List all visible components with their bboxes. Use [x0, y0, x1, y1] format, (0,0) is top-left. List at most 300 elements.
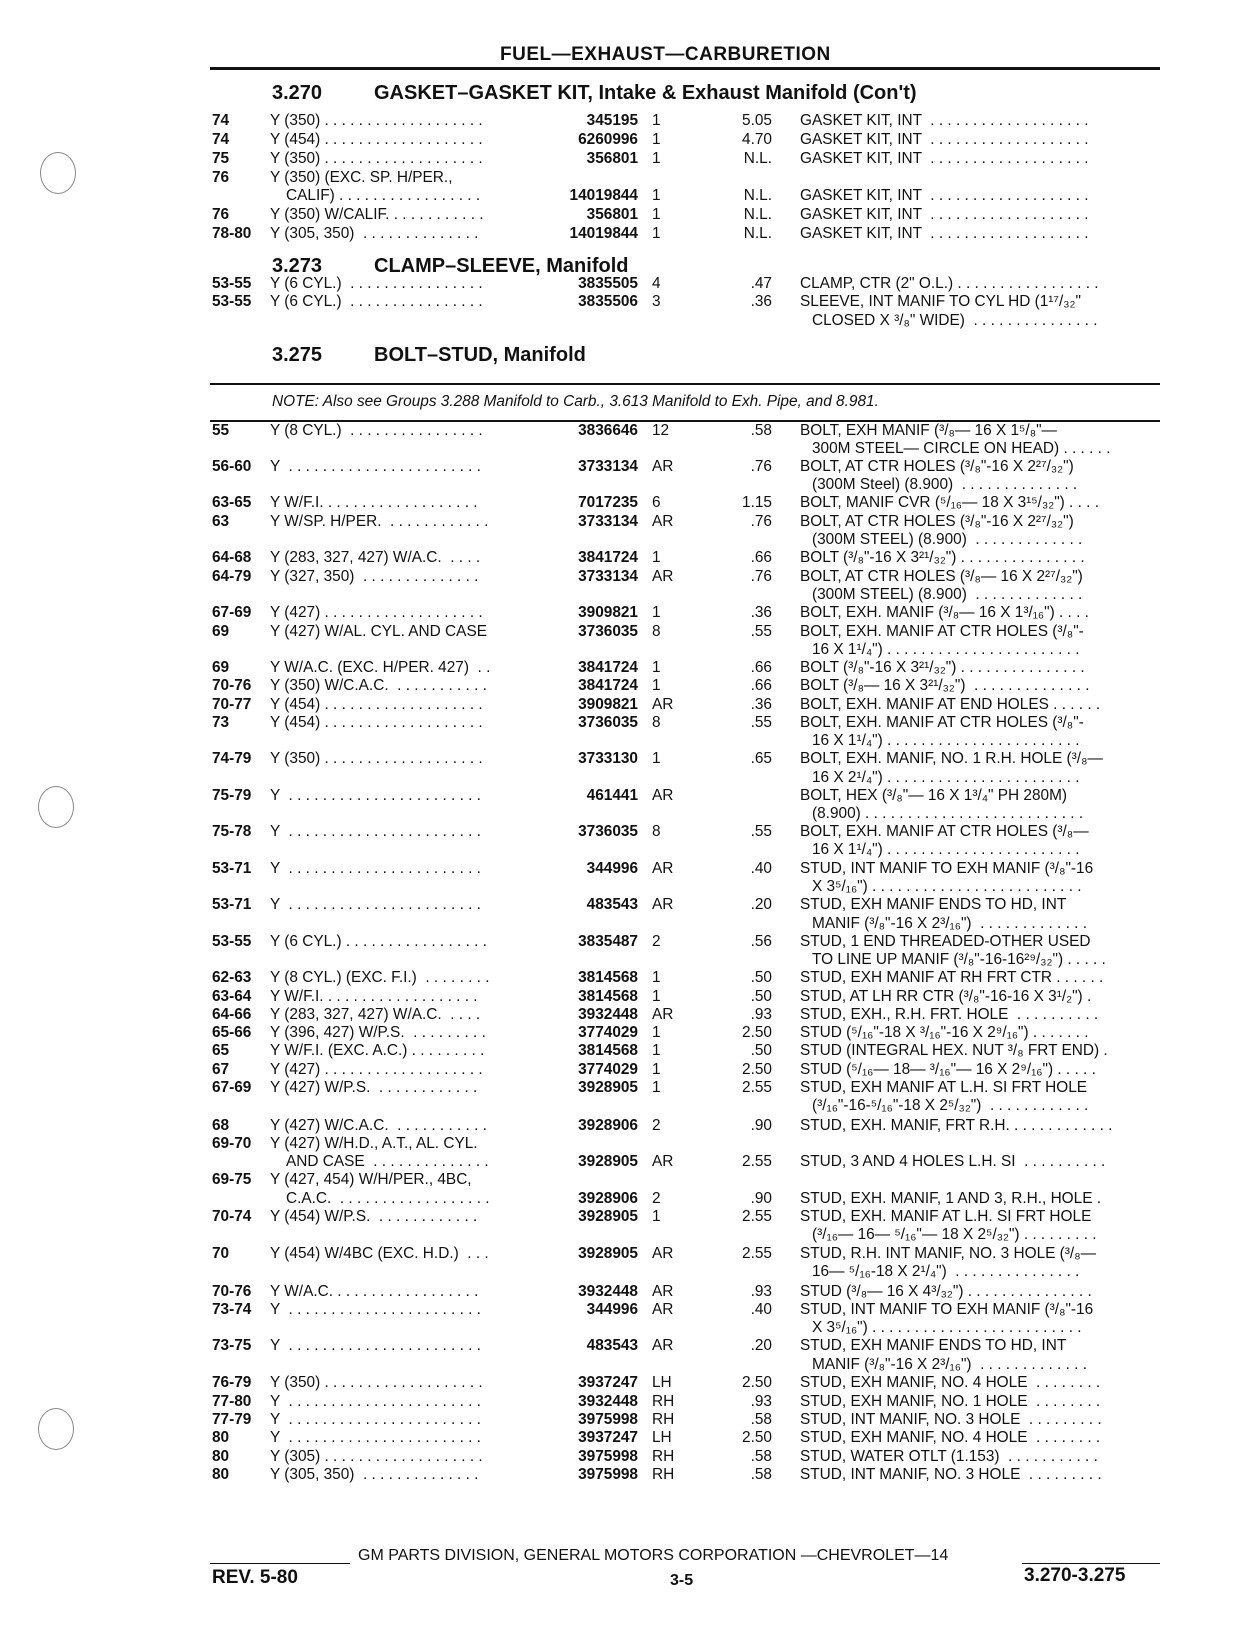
year-cell: 80	[212, 1448, 230, 1465]
quantity-cell: AR	[652, 568, 674, 585]
part-name-cont-cell: X 3⁵/₁₆") . . . . . . . . . . . . . . . . . . . . . . . . .	[812, 878, 1082, 895]
application-cell: Y W/SP. H/PER. . . . . . . . . . . . .	[270, 513, 489, 530]
application-cell: Y (350) . . . . . . . . . . . . . . . . . . .	[270, 150, 483, 167]
part-name-cell: GASKET KIT, INT . . . . . . . . . . . . . . . . . . .	[800, 131, 1089, 148]
part-name-cont-cell: 16 X 1¹/₄") . . . . . . . . . . . . . . . . . . . . . . .	[812, 732, 1080, 749]
quantity-cell: 8	[652, 823, 661, 840]
part-name-cont-cell: (300M STEEL) (8.900) . . . . . . . . . . . . .	[812, 586, 1083, 603]
application-cell: Y (454) W/4BC (EXC. H.D.) . . .	[270, 1245, 489, 1262]
application-cell: Y (427, 454) W/H/PER., 4BC,	[270, 1171, 472, 1188]
year-cell: 73-74	[212, 1301, 252, 1318]
price-cell: .65	[750, 750, 772, 767]
revision-date: REV. 5-80	[212, 1567, 298, 1588]
price-cell: 1.15	[742, 494, 772, 511]
quantity-cell: AR	[652, 1337, 674, 1354]
part-number-cell: 356801	[586, 206, 638, 223]
application-cell: Y (6 CYL.) . . . . . . . . . . . . . . . .	[270, 275, 483, 292]
part-number-cell: 356801	[586, 150, 638, 167]
quantity-cell: AR	[652, 1006, 674, 1023]
price-cell: .93	[750, 1393, 772, 1410]
price-cell: N.L.	[743, 206, 772, 223]
part-name-cell: STUD, EXH MANIF ENDS TO HD, INT	[800, 896, 1067, 913]
quantity-cell: AR	[652, 696, 674, 713]
year-cell: 78-80	[212, 225, 252, 242]
footer-rule-right	[1022, 1563, 1160, 1564]
part-number-cell: 3928905	[578, 1079, 638, 1096]
part-name-cell: STUD, 1 END THREADED-OTHER USED	[800, 933, 1091, 950]
part-name-cell: BOLT, HEX (³/₈"— 16 X 1³/₄" PH 280M)	[800, 787, 1068, 804]
part-name-cont-cell: (300M STEEL) (8.900) . . . . . . . . . . . . .	[812, 531, 1083, 548]
part-name-cell: SLEEVE, INT MANIF TO CYL HD (1¹⁷/₃₂"	[800, 293, 1081, 310]
section-number: 3.270	[272, 82, 323, 104]
binder-hole-top	[40, 152, 76, 194]
part-name-cell: GASKET KIT, INT . . . . . . . . . . . . . . . . . . .	[800, 150, 1089, 167]
quantity-cell: 8	[652, 623, 661, 640]
quantity-cell: 1	[652, 1208, 661, 1225]
part-name-cell: BOLT (³/₈— 16 X 3²¹/₃₂") . . . . . . . . . . . . . .	[800, 677, 1090, 694]
part-name-cell: BOLT, EXH. MANIF AT CTR HOLES (³/₈"-	[800, 714, 1084, 731]
year-cell: 55	[212, 422, 230, 439]
application-cell: Y W/F.I. (EXC. A.C.) . . . . . . . . .	[270, 1042, 485, 1059]
part-number-cell: 3835487	[578, 933, 638, 950]
application-cell: Y (305) . . . . . . . . . . . . . . . . . . .	[270, 1448, 483, 1465]
part-name-cell: STUD (INTEGRAL HEX. NUT ³/₈ FRT END) .	[800, 1042, 1108, 1059]
application-cell: Y (396, 427) W/P.S. . . . . . . . . .	[270, 1024, 486, 1041]
application-cell: Y (350) . . . . . . . . . . . . . . . . . . .	[270, 112, 483, 129]
quantity-cell: AR	[652, 458, 674, 475]
price-cell: .50	[750, 969, 772, 986]
section-title: GASKET–GASKET KIT, Intake & Exhaust Manifold (Con't)	[374, 82, 917, 104]
year-cell: 74	[212, 112, 230, 129]
part-number-cell: 3836646	[578, 422, 638, 439]
application-cell: Y . . . . . . . . . . . . . . . . . . . . . . .	[270, 458, 481, 475]
section-number: 3.275	[272, 344, 323, 366]
price-cell: .36	[750, 293, 772, 310]
application-cell: Y (427) W/AL. CYL. AND CASE	[270, 623, 487, 640]
application-cell: Y (350) W/C.A.C. . . . . . . . . . . .	[270, 677, 487, 694]
price-cell: .58	[750, 1411, 772, 1428]
year-cell: 73	[212, 714, 230, 731]
part-number-cell: 3814568	[578, 988, 638, 1005]
section-title: CLAMP–SLEEVE, Manifold	[374, 255, 629, 277]
application-cell: Y (350) . . . . . . . . . . . . . . . . . . .	[270, 1374, 483, 1391]
part-number-cell: 344996	[586, 1301, 638, 1318]
part-name-cell: BOLT, EXH. MANIF AT CTR HOLES (³/₈—	[800, 823, 1089, 840]
quantity-cell: 1	[652, 1042, 661, 1059]
part-name-cont-cell: 300M STEEL— CIRCLE ON HEAD) . . . . . .	[812, 440, 1111, 457]
price-cell: .50	[750, 988, 772, 1005]
quantity-cell: 8	[652, 714, 661, 731]
application-cell: Y . . . . . . . . . . . . . . . . . . . . . . .	[270, 1393, 481, 1410]
part-number-cell: 345195	[586, 112, 638, 129]
price-cell: .76	[750, 568, 772, 585]
price-cell: 2.50	[742, 1061, 772, 1078]
application-cell: Y (454) . . . . . . . . . . . . . . . . . . .	[270, 696, 483, 713]
binder-hole-bottom	[38, 1408, 74, 1450]
part-number-cell: 3814568	[578, 1042, 638, 1059]
part-number-cell: 3736035	[578, 623, 638, 640]
part-name-cont-cell: (300M Steel) (8.900) . . . . . . . . . . . . . .	[812, 476, 1078, 493]
price-cell: .55	[750, 714, 772, 731]
year-cell: 80	[212, 1429, 230, 1446]
part-number-cell: 3928905	[578, 1245, 638, 1262]
part-number-cell: 3909821	[578, 696, 638, 713]
price-cell: 2.55	[742, 1208, 772, 1225]
quantity-cell: AR	[652, 513, 674, 530]
year-cell: 70-76	[212, 677, 252, 694]
price-cell: 2.50	[742, 1024, 772, 1041]
year-cell: 62-63	[212, 969, 252, 986]
quantity-cell: LH	[652, 1429, 672, 1446]
part-name-cell: BOLT, EXH MANIF (³/₈— 16 X 1⁵/₈"—	[800, 422, 1057, 439]
part-name-cont-cell: (8.900) . . . . . . . . . . . . . . . . . . . . . . . . . .	[812, 805, 1084, 822]
year-cell: 64-79	[212, 568, 252, 585]
quantity-cell: 1	[652, 1061, 661, 1078]
application-cont-cell: C.A.C. . . . . . . . . . . . . . . . . . .	[286, 1190, 490, 1207]
quantity-cell: AR	[652, 1153, 674, 1170]
price-cell: .66	[750, 659, 772, 676]
year-cell: 53-55	[212, 275, 252, 292]
part-number-cell: 483543	[586, 896, 638, 913]
year-cell: 67	[212, 1061, 230, 1078]
quantity-cell: 1	[652, 225, 661, 242]
price-cell: N.L.	[743, 150, 772, 167]
quantity-cell: 1	[652, 969, 661, 986]
year-cell: 63-65	[212, 494, 252, 511]
footer-division: GM PARTS DIVISION, GENERAL MOTORS CORPORATION —CHEVROLET—14	[358, 1547, 949, 1564]
part-name-cell: BOLT, EXH. MANIF AT CTR HOLES (³/₈"-	[800, 623, 1084, 640]
price-cell: .90	[750, 1117, 772, 1134]
application-cell: Y . . . . . . . . . . . . . . . . . . . . . . .	[270, 1337, 481, 1354]
part-name-cell: STUD, EXH MANIF, NO. 4 HOLE . . . . . . . .	[800, 1429, 1101, 1446]
price-cell: .93	[750, 1006, 772, 1023]
group-range: 3.270-3.275	[1024, 1565, 1126, 1586]
quantity-cell: AR	[652, 860, 674, 877]
part-name-cell: GASKET KIT, INT . . . . . . . . . . . . . . . . . . .	[800, 206, 1089, 223]
quantity-cell: 12	[652, 422, 670, 439]
quantity-cell: 2	[652, 1117, 661, 1134]
part-number-cell: 3928906	[578, 1117, 638, 1134]
part-number-cell: 483543	[586, 1337, 638, 1354]
price-cell: .90	[750, 1190, 772, 1207]
part-name-cell: BOLT, EXH. MANIF (³/₈— 16 X 1³/₁₆") . . . .	[800, 604, 1089, 621]
year-cell: 70	[212, 1245, 230, 1262]
part-number-cell: 3841724	[578, 549, 638, 566]
header-rule	[210, 67, 1160, 70]
price-cell: 2.55	[742, 1245, 772, 1262]
quantity-cell: AR	[652, 1301, 674, 1318]
part-name-cell: STUD, EXH MANIF AT RH FRT CTR . . . . . .	[800, 969, 1104, 986]
year-cell: 74-79	[212, 750, 252, 767]
application-cell: Y (427) . . . . . . . . . . . . . . . . . . .	[270, 604, 483, 621]
year-cell: 75-78	[212, 823, 252, 840]
part-number-cell: 3774029	[578, 1061, 638, 1078]
application-cell: Y . . . . . . . . . . . . . . . . . . . . . . .	[270, 787, 481, 804]
application-cell: Y . . . . . . . . . . . . . . . . . . . . . . .	[270, 860, 481, 877]
page-header: FUEL—EXHAUST—CARBURETION	[500, 44, 831, 65]
price-cell: .47	[750, 275, 772, 292]
part-name-cell: GASKET KIT, INT . . . . . . . . . . . . . . . . . . .	[800, 187, 1089, 204]
application-cell: Y (6 CYL.) . . . . . . . . . . . . . . . .	[270, 293, 483, 310]
application-cell: Y (283, 327, 427) W/A.C. . . . .	[270, 549, 481, 566]
year-cell: 73-75	[212, 1337, 252, 1354]
price-cell: .58	[750, 422, 772, 439]
price-cell: .58	[750, 1466, 772, 1483]
quantity-cell: 6	[652, 494, 661, 511]
year-cell: 80	[212, 1466, 230, 1483]
year-cell: 67-69	[212, 604, 252, 621]
part-number-cell: 3928905	[578, 1153, 638, 1170]
part-number-cell: 3928906	[578, 1190, 638, 1207]
year-cell: 64-66	[212, 1006, 252, 1023]
part-name-cell: STUD, INT MANIF TO EXH MANIF (³/₈"-16	[800, 1301, 1094, 1318]
year-cell: 69-70	[212, 1135, 252, 1152]
price-cell: .55	[750, 823, 772, 840]
application-cell: Y . . . . . . . . . . . . . . . . . . . . . . .	[270, 823, 481, 840]
quantity-cell: 1	[652, 549, 661, 566]
part-name-cell: BOLT, AT CTR HOLES (³/₈"-16 X 2²⁷/₃₂")	[800, 458, 1074, 475]
price-cell: 4.70	[742, 131, 772, 148]
section-3270	[272, 82, 917, 105]
year-cell: 63-64	[212, 988, 252, 1005]
quantity-cell: 1	[652, 604, 661, 621]
price-cell: .66	[750, 677, 772, 694]
part-name-cell: GASKET KIT, INT . . . . . . . . . . . . . . . . . . .	[800, 225, 1089, 242]
part-name-cell: STUD, EXH. MANIF, 1 AND 3, R.H., HOLE .	[800, 1190, 1102, 1207]
part-name-cell: BOLT (³/₈"-16 X 3²¹/₃₂") . . . . . . . . . . . . . . .	[800, 549, 1085, 566]
year-cell: 69-75	[212, 1171, 252, 1188]
quantity-cell: AR	[652, 896, 674, 913]
part-number-cell: 3975998	[578, 1466, 638, 1483]
year-cell: 75-79	[212, 787, 252, 804]
year-cell: 76-79	[212, 1374, 252, 1391]
quantity-cell: 1	[652, 1024, 661, 1041]
price-cell: .20	[750, 1337, 772, 1354]
year-cell: 75	[212, 150, 230, 167]
application-cell: Y (8 CYL.) (EXC. F.I.) . . . . . . . .	[270, 969, 490, 986]
part-number-cell: 3814568	[578, 969, 638, 986]
part-number-cell: 3909821	[578, 604, 638, 621]
year-cell: 74	[212, 131, 230, 148]
price-cell: N.L.	[743, 225, 772, 242]
application-cont-cell: AND CASE . . . . . . . . . . . . . .	[286, 1153, 489, 1170]
application-cell: Y (327, 350) . . . . . . . . . . . . . .	[270, 568, 479, 585]
year-cell: 67-69	[212, 1079, 252, 1096]
part-number-cell: 3975998	[578, 1411, 638, 1428]
price-cell: .58	[750, 1448, 772, 1465]
quantity-cell: 1	[652, 150, 661, 167]
part-name-cell: BOLT, MANIF CVR (⁵/₁₆— 18 X 3¹⁵/₃₂") . . . .	[800, 494, 1099, 511]
quantity-cell: RH	[652, 1393, 675, 1410]
year-cell: 53-71	[212, 896, 252, 913]
price-cell: .76	[750, 458, 772, 475]
application-cell: Y W/A.C. (EXC. H/PER. 427) . .	[270, 659, 491, 676]
part-name-cont-cell: CLOSED X ³/₈" WIDE) . . . . . . . . . . . . . . .	[812, 312, 1098, 329]
year-cell: 53-55	[212, 933, 252, 950]
application-cell: Y . . . . . . . . . . . . . . . . . . . . . . .	[270, 1429, 481, 1446]
year-cell: 70-74	[212, 1208, 252, 1225]
part-number-cell: 3835505	[578, 275, 638, 292]
application-cell: Y (427) . . . . . . . . . . . . . . . . . . .	[270, 1061, 483, 1078]
year-cell: 56-60	[212, 458, 252, 475]
application-cont-cell: CALIF) . . . . . . . . . . . . . . . . .	[286, 187, 481, 204]
part-name-cont-cell: X 3⁵/₁₆") . . . . . . . . . . . . . . . . . . . . . . . . .	[812, 1319, 1082, 1336]
part-name-cont-cell: TO LINE UP MANIF (³/₈"-16-16²⁹/₃₂") . . . . .	[812, 951, 1106, 968]
part-number-cell: 3733134	[578, 513, 638, 530]
quantity-cell: RH	[652, 1448, 675, 1465]
part-name-cell: STUD, EXH. MANIF AT L.H. SI FRT HOLE	[800, 1208, 1092, 1225]
application-cell: Y . . . . . . . . . . . . . . . . . . . . . . .	[270, 1411, 481, 1428]
quantity-cell: 2	[652, 1190, 661, 1207]
quantity-cell: 1	[652, 131, 661, 148]
year-cell: 65	[212, 1042, 230, 1059]
part-name-cell: STUD (⁵/₁₆— 18— ³/₁₆"— 16 X 2⁹/₁₆") . . . . .	[800, 1061, 1096, 1078]
price-cell: .93	[750, 1283, 772, 1300]
price-cell: .66	[750, 549, 772, 566]
part-number-cell: 3835506	[578, 293, 638, 310]
part-number-cell: 3774029	[578, 1024, 638, 1041]
part-number-cell: 461441	[586, 787, 638, 804]
application-cell: Y (454) . . . . . . . . . . . . . . . . . . .	[270, 131, 483, 148]
part-name-cell: STUD, EXH MANIF AT L.H. SI FRT HOLE	[800, 1079, 1088, 1096]
part-name-cell: BOLT, AT CTR HOLES (³/₈"-16 X 2²⁷/₃₂")	[800, 513, 1074, 530]
part-number-cell: 3928905	[578, 1208, 638, 1225]
application-cell: Y (350) (EXC. SP. H/PER.,	[270, 169, 453, 186]
year-cell: 65-66	[212, 1024, 252, 1041]
application-cell: Y (305, 350) . . . . . . . . . . . . . .	[270, 1466, 479, 1483]
application-cell: Y (454) W/P.S. . . . . . . . . . . . .	[270, 1208, 478, 1225]
quantity-cell: 1	[652, 206, 661, 223]
part-number-cell: 7017235	[578, 494, 638, 511]
application-cell: Y (8 CYL.) . . . . . . . . . . . . . . . .	[270, 422, 483, 439]
part-number-cell: 14019844	[569, 187, 638, 204]
quantity-cell: AR	[652, 1245, 674, 1262]
application-cell: Y W/F.I. . . . . . . . . . . . . . . . . . .	[270, 494, 478, 511]
year-cell: 70-77	[212, 696, 252, 713]
part-name-cell: STUD, R.H. INT MANIF, NO. 3 HOLE (³/₈—	[800, 1245, 1096, 1262]
part-number-cell: 3975998	[578, 1448, 638, 1465]
part-number-cell: 3733134	[578, 568, 638, 585]
price-cell: .76	[750, 513, 772, 530]
part-name-cell: STUD, EXH. MANIF, FRT R.H. . . . . . . . . . . . .	[800, 1117, 1113, 1134]
price-cell: .56	[750, 933, 772, 950]
part-name-cell: STUD, EXH MANIF, NO. 4 HOLE . . . . . . . .	[800, 1374, 1101, 1391]
part-name-cell: STUD, INT MANIF TO EXH MANIF (³/₈"-16	[800, 860, 1094, 877]
part-name-cell: STUD, INT MANIF, NO. 3 HOLE . . . . . . . . .	[800, 1466, 1102, 1483]
price-cell: 2.50	[742, 1374, 772, 1391]
application-cell: Y (454) . . . . . . . . . . . . . . . . . . .	[270, 714, 483, 731]
year-cell: 53-71	[212, 860, 252, 877]
application-cell: Y (6 CYL.) . . . . . . . . . . . . . . . . .	[270, 933, 487, 950]
application-cell: Y (305, 350) . . . . . . . . . . . . . .	[270, 225, 479, 242]
year-cell: 68	[212, 1117, 230, 1134]
year-cell: 63	[212, 513, 230, 530]
part-number-cell: 3932448	[578, 1006, 638, 1023]
quantity-cell: 1	[652, 988, 661, 1005]
application-cell: Y . . . . . . . . . . . . . . . . . . . . . . .	[270, 896, 481, 913]
price-cell: 5.05	[742, 112, 772, 129]
part-number-cell: 3937247	[578, 1374, 638, 1391]
part-name-cont-cell: 16— ⁵/₁₆-18 X 2¹/₄") . . . . . . . . . . . . . . .	[812, 1263, 1080, 1280]
part-number-cell: 3736035	[578, 823, 638, 840]
year-cell: 77-80	[212, 1393, 252, 1410]
price-cell: 2.50	[742, 1429, 772, 1446]
part-name-cell: BOLT (³/₈"-16 X 3²¹/₃₂") . . . . . . . . . . . . . . .	[800, 659, 1085, 676]
footer-rule-left	[210, 1563, 350, 1564]
part-name-cell: CLAMP, CTR (2" O.L.) . . . . . . . . . . . . . . . . .	[800, 275, 1099, 292]
part-name-cont-cell: (³/₁₆"-16-⁵/₁₆"-18 X 2⁵/₃₂") . . . . . . . . . . . .	[812, 1097, 1089, 1114]
application-cell: Y (427) W/C.A.C. . . . . . . . . . . .	[270, 1117, 487, 1134]
quantity-cell: 3	[652, 293, 661, 310]
quantity-cell: AR	[652, 787, 674, 804]
quantity-cell: 1	[652, 1079, 661, 1096]
price-cell: .40	[750, 1301, 772, 1318]
application-cell: Y (283, 327, 427) W/A.C. . . . .	[270, 1006, 481, 1023]
part-name-cont-cell: 16 X 2¹/₄") . . . . . . . . . . . . . . . . . . . . . . .	[812, 769, 1080, 786]
section-title: BOLT–STUD, Manifold	[374, 344, 586, 366]
price-cell: .36	[750, 696, 772, 713]
part-name-cell: STUD, EXH MANIF ENDS TO HD, INT	[800, 1337, 1067, 1354]
quantity-cell: RH	[652, 1466, 675, 1483]
part-number-cell: 3733134	[578, 458, 638, 475]
binder-hole-middle	[38, 786, 74, 828]
part-name-cell: STUD (⁵/₁₆"-18 X ³/₁₆"-16 X 2⁹/₁₆") . . . . . . .	[800, 1024, 1089, 1041]
year-cell: 70-76	[212, 1283, 252, 1300]
part-name-cell: STUD, 3 AND 4 HOLES L.H. SI . . . . . . . . . .	[800, 1153, 1106, 1170]
part-name-cont-cell: (³/₁₆— 16— ⁵/₁₆"— 18 X 2⁵/₃₂") . . . . . . . . .	[812, 1226, 1097, 1243]
application-cell: Y . . . . . . . . . . . . . . . . . . . . . . .	[270, 1301, 481, 1318]
part-name-cell: BOLT, EXH. MANIF AT END HOLES . . . . . .	[800, 696, 1101, 713]
section-number: 3.273	[272, 255, 323, 277]
part-number-cell: 3937247	[578, 1429, 638, 1446]
part-number-cell: 3736035	[578, 714, 638, 731]
part-name-cont-cell: MANIF (³/₈"-16 X 2³/₁₆") . . . . . . . . . . . . .	[812, 915, 1087, 932]
part-number-cell: 344996	[586, 860, 638, 877]
section-3275	[272, 344, 586, 367]
quantity-cell: 1	[652, 750, 661, 767]
price-cell: .55	[750, 623, 772, 640]
application-cell: Y (350) . . . . . . . . . . . . . . . . . . .	[270, 750, 483, 767]
part-number-cell: 3841724	[578, 677, 638, 694]
application-cell: Y (427) W/H.D., A.T., AL. CYL.	[270, 1135, 478, 1152]
application-cell: Y (427) W/P.S. . . . . . . . . . . . .	[270, 1079, 478, 1096]
year-cell: 53-55	[212, 293, 252, 310]
year-cell: 76	[212, 206, 230, 223]
part-name-cont-cell: 16 X 1¹/₄") . . . . . . . . . . . . . . . . . . . . . . .	[812, 641, 1080, 658]
price-cell: 2.55	[742, 1079, 772, 1096]
quantity-cell: 1	[652, 112, 661, 129]
part-name-cell: STUD, WATER OTLT (1.153) . . . . . . . . . . .	[800, 1448, 1098, 1465]
note-top-rule	[210, 383, 1160, 385]
part-number-cell: 3932448	[578, 1283, 638, 1300]
application-cell: Y W/F.I. . . . . . . . . . . . . . . . . . .	[270, 988, 478, 1005]
year-cell: 77-79	[212, 1411, 252, 1428]
quantity-cell: 1	[652, 187, 661, 204]
part-name-cell: BOLT, AT CTR HOLES (³/₈— 16 X 2²⁷/₃₂")	[800, 568, 1083, 585]
price-cell: 2.55	[742, 1153, 772, 1170]
price-cell: .50	[750, 1042, 772, 1059]
quantity-cell: 2	[652, 933, 661, 950]
part-name-cell: STUD, INT MANIF, NO. 3 HOLE . . . . . . . . .	[800, 1411, 1102, 1428]
part-name-cell: BOLT, EXH. MANIF, NO. 1 R.H. HOLE (³/₈—	[800, 750, 1103, 767]
page-number: 3-5	[670, 1572, 694, 1589]
quantity-cell: RH	[652, 1411, 675, 1428]
year-cell: 69	[212, 659, 230, 676]
part-number-cell: 14019844	[569, 225, 638, 242]
part-name-cell: STUD, AT LH RR CTR (³/₈"-16-16 X 3¹/₂") .	[800, 988, 1092, 1005]
quantity-cell: 4	[652, 275, 661, 292]
price-cell: .36	[750, 604, 772, 621]
